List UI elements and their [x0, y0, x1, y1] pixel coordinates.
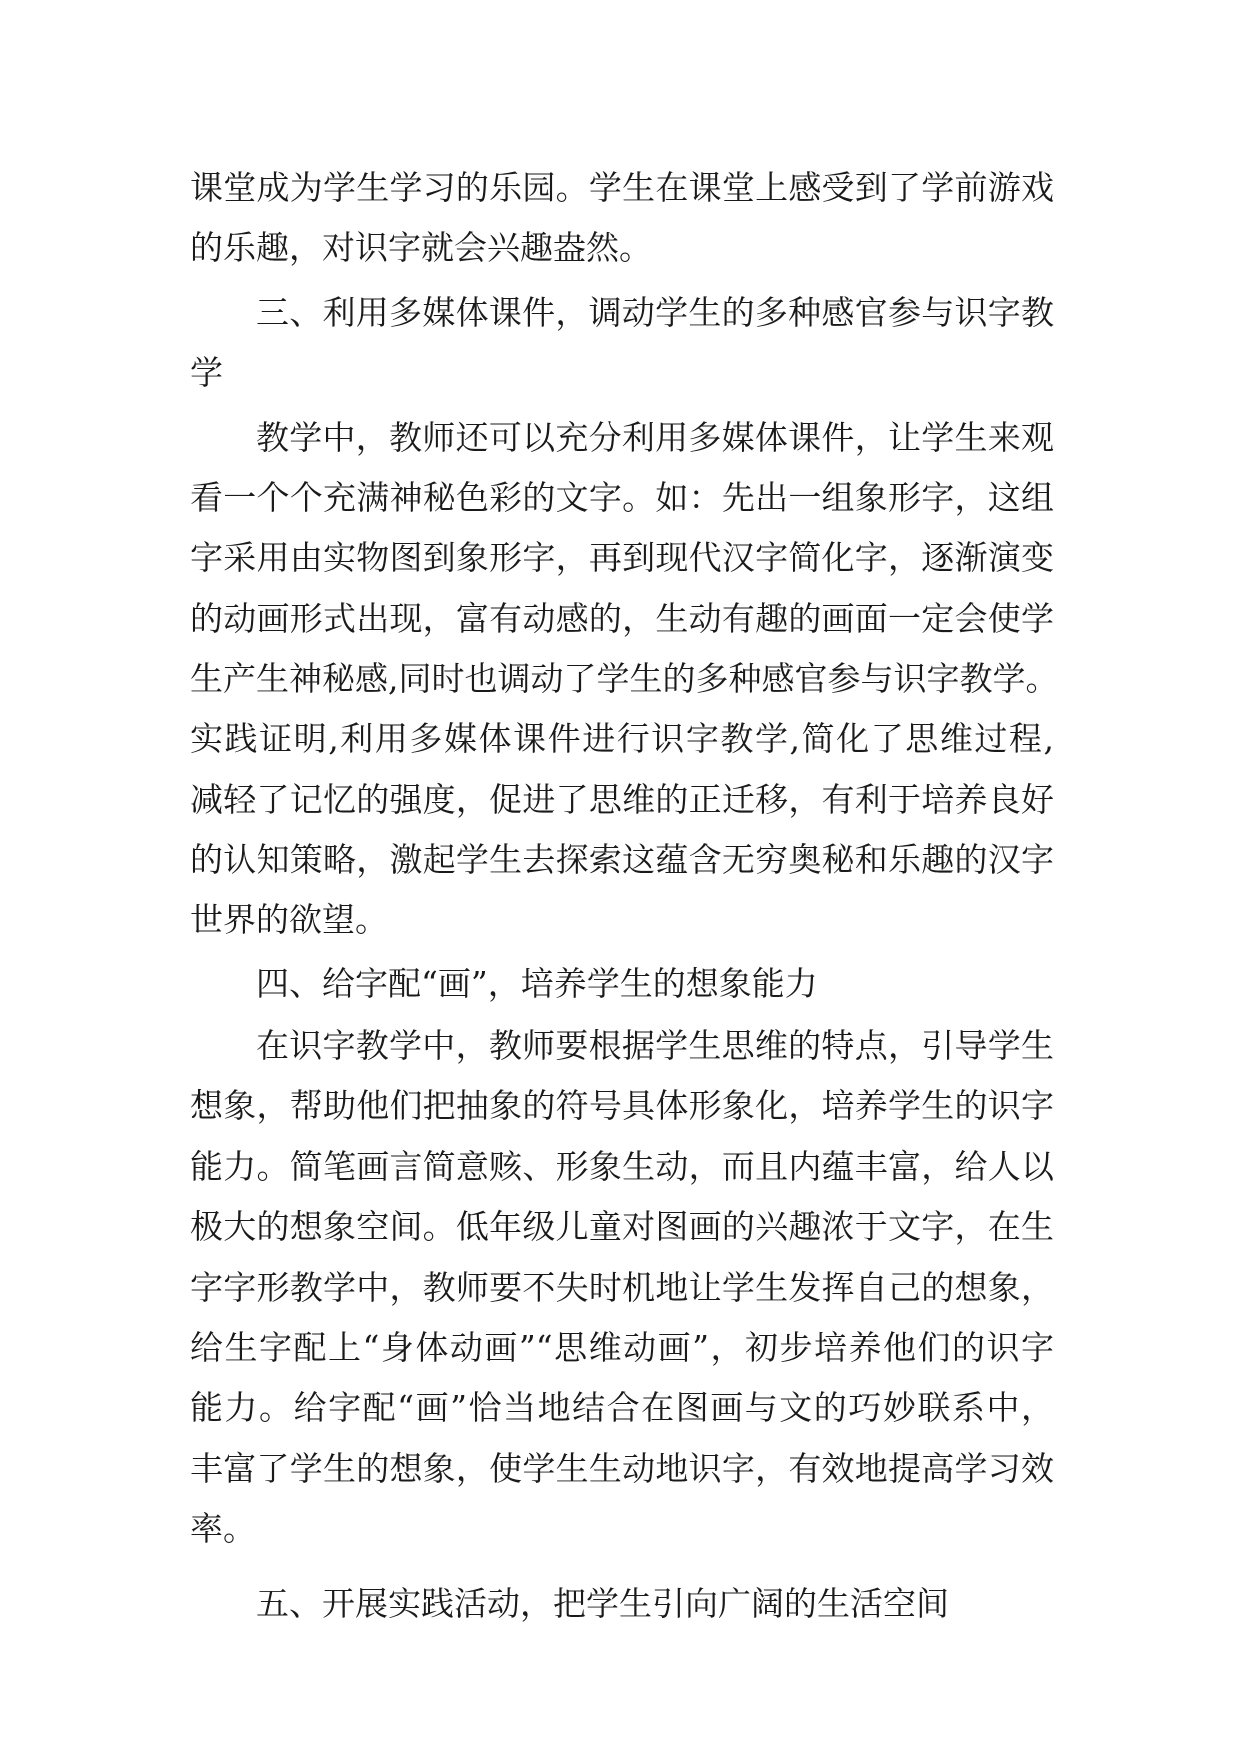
text-line: 的乐趣，对识字就会兴趣盎然。: [190, 228, 652, 267]
text-line: 能力。简笔画言简意赅、形象生动，而且内蕴丰富，给人以: [190, 1147, 1054, 1186]
text-line: 的认知策略，激起学生去探索这蕴含无穷奥秘和乐趣的汉字: [190, 840, 1054, 879]
text-line: 教学中，教师还可以充分利用多媒体课件，让学生来观: [256, 418, 1054, 457]
text-line: 丰富了学生的想象，使学生生动地识字，有效地提高学习效: [190, 1449, 1054, 1488]
section-heading-continued: 学: [190, 353, 223, 392]
text-line: 字采用由实物图到象形字，再到现代汉字简化字，逐渐演变: [190, 538, 1054, 577]
text-line: 课堂成为学生学习的乐园。学生在课堂上感受到了学前游戏: [190, 168, 1054, 207]
section-heading: 三、利用多媒体课件，调动学生的多种感官参与识字教: [256, 293, 1054, 332]
text-line: 世界的欲望。: [190, 900, 388, 939]
text-line: 想象，帮助他们把抽象的符号具体形象化，培养学生的识字: [190, 1086, 1054, 1125]
text-line: 生产生神秘感,同时也调动了学生的多种感官参与识字教学。: [190, 659, 1059, 698]
text-line: 的动画形式出现，富有动感的，生动有趣的画面一定会使学: [190, 599, 1054, 638]
text-line: 字字形教学中，教师要不失时机地让学生发挥自己的想象，: [190, 1268, 1054, 1307]
text-line: 实践证明,利用多媒体课件进行识字教学,简化了思维过程,: [190, 719, 1054, 758]
section-heading: 四、给字配“画”，培养学生的想象能力: [256, 964, 818, 1003]
text-line: 率。: [190, 1509, 256, 1548]
text-line: 减轻了记忆的强度，促进了思维的正迁移，有利于培养良好: [190, 780, 1054, 819]
text-line: 看一个个充满神秘色彩的文字。如：先出一组象形字，这组: [190, 478, 1054, 517]
text-line: 能力。给字配“画”恰当地结合在图画与文的巧妙联系中，: [190, 1388, 1054, 1427]
text-line: 在识字教学中，教师要根据学生思维的特点，引导学生: [256, 1026, 1054, 1065]
text-line: 给生字配上“身体动画”“思维动画”，初步培养他们的识字: [190, 1328, 1054, 1367]
section-heading: 五、开展实践活动，把学生引向广阔的生活空间: [256, 1584, 949, 1623]
text-line: 极大的想象空间。低年级儿童对图画的兴趣浓于文字，在生: [190, 1207, 1054, 1246]
